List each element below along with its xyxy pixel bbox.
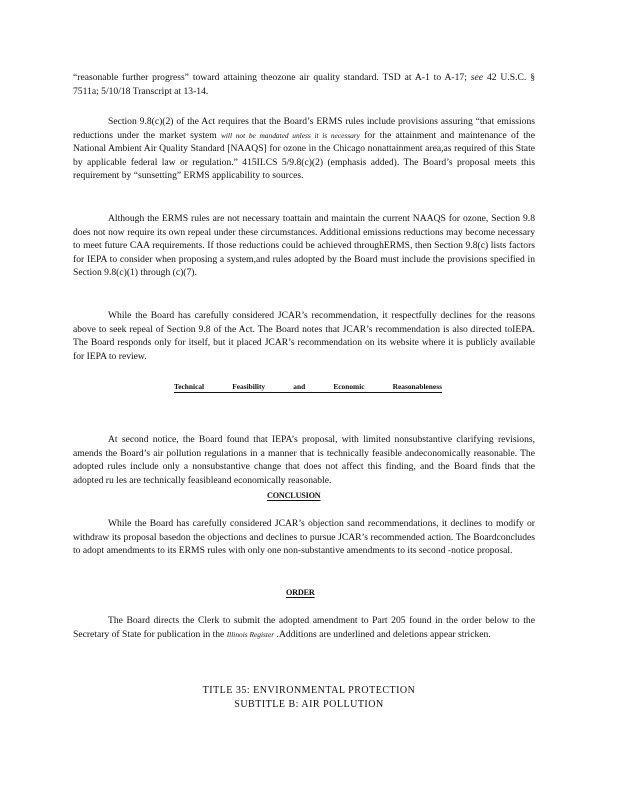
heading-order: ORDER — [286, 588, 315, 597]
heading-technical-feasibility: Technical Feasibility and Economic Reasonableness — [174, 382, 442, 391]
italic-illinois-register: Illinois Register — [226, 629, 275, 639]
italic-see: see — [470, 72, 484, 83]
paragraph-conclusion: While the Board has carefully considered JCAR’s objection sand recommendations, it declines to modify or withdraw its proposal basedon the objections and declines to pursue JCAR’s recommended action. The Boardconcludes to adopt amendments to its ERMS rules with only one non-substantive amendments to its second -notice proposal. — [73, 518, 535, 557]
title-line-1: TITLE 35: ENVIRONMENTAL PROTECTION — [202, 685, 416, 696]
paragraph-reasonable-progress: “reasonable further progress” toward attaining theozone air quality standard. TSD at A-1 to A-17; see 42 U.S.C. § 7511a; 5/10/18 Transcript at 13-14. — [73, 72, 535, 97]
italic-emphasis: will not be mandated unless it is necessary — [220, 130, 360, 140]
paragraph-second-notice: At second notice, the Board found that IEPA’s proposal, with limited nonsubstantive clarifying revisions, amends the Board’s air pollution regulations in a manner that is technically feasible andeconomically reasonable. The adopted rules include only a nonsubstantive change that does not affect this finding, and the Board finds that the adopted ru les are technically feasibleand economically reasonable. — [73, 434, 535, 486]
paragraph-order: The Board directs the Clerk to submit the adopted amendment to Part 205 found in the order below to the Secretary of State for publication in the Illinois Register .Additions are underlined and deletions appear stricken. — [73, 615, 535, 640]
paragraph-jcar-recommendation: While the Board has carefully considered JCAR’s recommendation, it respectfully declines for the reasons above to seek repeal of Section 9.8 of the Act. The Board notes that JCAR’s recommendation is also directed toIEPA. The Board responds only for itself, but it placed JCAR’s recommendation on its website where it is publicly available for IEPA to review. — [73, 310, 535, 362]
title-line-2: SUBTITLE B: AIR POLLUTION — [234, 699, 384, 710]
paragraph-section-9-8-c2: Section 9.8(c)(2) of the Act requires that the Board’s ERMS rules include provisions assuring “that emissions reductions under the market system will not be mandated unless it is necessary for the attainment and maintenance of the National Ambient Air Quality Standard [NAAQS] for ozone in the Chicago nonattainment area,as required of this State by applicable federal law or regulation.” 415ILCS 5/9.8(c)(2) (emphasis added). The Board’s proposal meets this requirement by “sunsetting” ERMS applicability to sources. — [73, 116, 535, 182]
paragraph-not-necessary: Although the ERMS rules are not necessary toattain and maintain the current NAAQS for ozone, Section 9.8 does not now require its own repeal under these circumstances. Additional emissions reductions may become necessary to meet future CAA requirements. If those reductions could be achieved throughERMS, then Section 9.8(c) lists factors for IEPA to consider when proposing a system,and rules adopted by the Board must include the provisions specified in Section 9.8(c)(1) through (c)(7). — [73, 213, 535, 279]
heading-conclusion: CONCLUSION — [267, 491, 321, 500]
